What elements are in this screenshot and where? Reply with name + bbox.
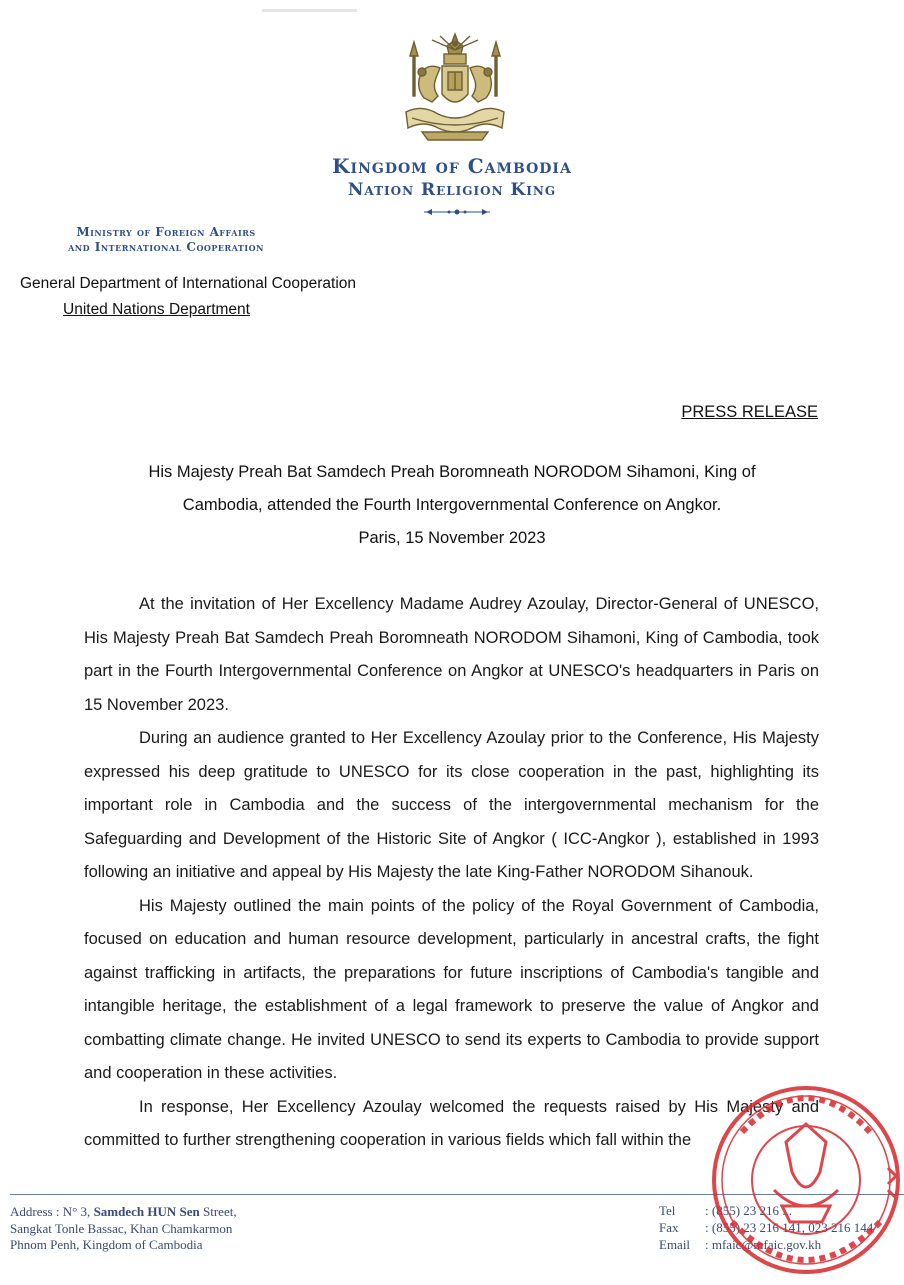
scan-mark bbox=[262, 0, 357, 4]
fax-value: : (855) 23 216 141, 023 216 144 bbox=[705, 1220, 874, 1235]
headline-dateline: Paris, 15 November 2023 bbox=[358, 529, 546, 547]
tel-label: Tel bbox=[659, 1203, 676, 1218]
national-motto: Nation Religion King bbox=[347, 180, 557, 200]
tel-value: : (855) 23 216 ... bbox=[705, 1203, 793, 1218]
email-label: Email bbox=[659, 1237, 691, 1252]
headline-line-1: His Majesty Preah Bat Samdech Preah Boromneath NORODOM Sihamoni, King of bbox=[148, 463, 756, 481]
body-paragraph-1: At the invitation of Her Excellency Madame Audrey Azoulay, Director-General of UNESCO, His Majesty Preah Bat Samdech Preah Boromneath NORODOM Sihamoni, King of Cambodia, took part in the Fourth Intergovernmental Conference on Angkor at UNESCO's headquarters in Paris on 15 November 2023. bbox=[84, 595, 819, 714]
ministry-name bbox=[26, 225, 306, 255]
email-value: : mfaic@mfaic.gov.kh bbox=[705, 1237, 822, 1252]
address-street-name: Samdech HUN Sen bbox=[93, 1204, 200, 1219]
document-type-label: PRESS RELEASE bbox=[681, 403, 818, 421]
headline-line-2: Cambodia, attended the Fourth Intergovernmental Conference on Angkor. bbox=[182, 496, 722, 514]
press-release-headline bbox=[60, 456, 844, 555]
sub-department-name: United Nations Department bbox=[63, 301, 250, 318]
country-title: Kingdom of Cambodia bbox=[332, 154, 572, 178]
footer-address bbox=[10, 1204, 237, 1254]
ornamental-divider bbox=[422, 203, 492, 211]
ministry-line-2: and International Cooperation bbox=[68, 240, 264, 254]
address-line-2: Sangkat Tonle Bassac, Khan Chamkarmon bbox=[10, 1220, 233, 1236]
body-paragraph-2: During an audience granted to Her Excellency Azoulay prior to the Conference, His Majesty expressed his deep gratitude to UNESCO for its close cooperation in the past, highlighting its important role in Cambodia and the success of the intergovernmental mechanism for the Safeguarding and Development of the Historic Site of Angkor ( ICC-Angkor ), established in 1993 following an initiative and appeal by His Majesty the late King-Father NORODOM Sihanouk. bbox=[84, 729, 819, 881]
country-heading bbox=[0, 154, 904, 200]
address-suffix: Street, bbox=[199, 1204, 237, 1219]
royal-coat-of-arms-emblem bbox=[392, 32, 518, 144]
ministry-line-1: Ministry of Foreign Affairs bbox=[76, 225, 256, 239]
body-paragraph-3: His Majesty outlined the main points of the policy of the Royal Government of Cambodia, focused on education and human resource development, particularly in ancestral crafts, the fight against trafficking in artifacts, the preparations for future inscriptions of Cambodia's tangible and intangible heritage, the establishment of a legal framework to preserve the value of Angkor and combatting climate change. He invited UNESCO to send its experts to Cambodia to provide support and cooperation in these activities. bbox=[84, 896, 819, 1082]
department-name: General Department of International Cooperation bbox=[20, 275, 357, 292]
official-red-seal-stamp bbox=[702, 1072, 904, 1280]
address-line-3: Phnom Penh, Kingdom of Cambodia bbox=[10, 1237, 203, 1252]
address-prefix: Address : N° 3, bbox=[10, 1204, 94, 1219]
body-paragraph-4: In response, Her Excellency Azoulay welcomed the requests raised by His Majesty and committed to further strengthening cooperation in various fields which fall within the bbox=[84, 1097, 819, 1149]
fax-label: Fax bbox=[659, 1220, 679, 1235]
address-line-1 bbox=[10, 1204, 237, 1221]
